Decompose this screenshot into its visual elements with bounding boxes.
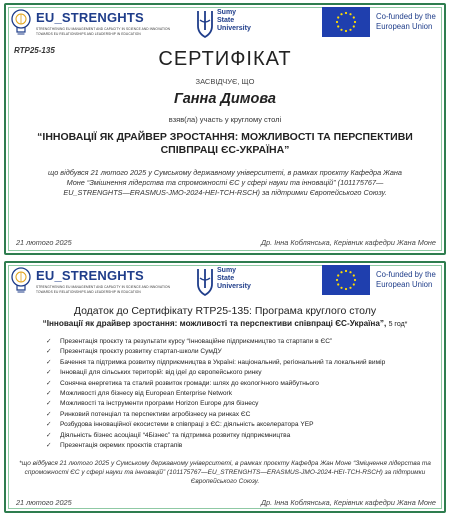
checkmark-icon: ✓ (46, 358, 52, 366)
checkmark-icon: ✓ (46, 421, 52, 429)
program-item: ✓ Інновації для сільських територій: від ідеї до європейського ринку (46, 368, 404, 378)
sumy-trident-emblem-icon (195, 266, 215, 298)
checkmark-icon: ✓ (46, 348, 52, 356)
university-name-line-2: State (217, 17, 235, 24)
university-name-line-1: Sumy (217, 9, 237, 16)
annex-description: *що відбувся 21 лютого 2025 у Сумському державному університеті, в рамках проєкту Кафедра Жан Моне “Зміцнення лідерства та спроможності ЄС у сфері науки та інновацій” (101175767—EU_STRENGHTS—ERASMUS-JMO-2024-HEI-TCH-RSCH) за підтримки Європейського Союзу. (19, 460, 431, 485)
checkmark-icon: ✓ (46, 431, 52, 439)
recipient-name: Ганна Димова (174, 91, 276, 107)
program-item: ✓ Сонячна енергетика та сталий розвиток громади: шлях до екологічного майбутнього (46, 379, 404, 389)
program-item: ✓ Можливості та інструменти програми Horizon Europe для бізнесу (46, 399, 404, 409)
eu-strenghts-logo (10, 266, 170, 300)
cofunded-line-1: Co-funded by the (376, 12, 436, 21)
program-item: ✓ Бачення та підтримка розвитку підприємництва в Україні: національний, регіональний та локальний вимір (46, 358, 404, 368)
lightbulb-logo-icon (10, 8, 32, 38)
cofunded-line-2: European Union (376, 22, 433, 31)
program-item: ✓ Презентація окремих проєктів стартапів (46, 441, 404, 451)
eu-strenghts-tagline-2: TOWARDS EU RELATIONSHIPS AND LEADERSHIP IN EDUCATION (36, 32, 141, 36)
checkmark-icon: ✓ (46, 379, 52, 387)
annex-date: 21 лютого 2025 (16, 498, 72, 507)
program-item: ✓ Ринковий потенціал та перспективи агробізнесу на ринках ЄС (46, 410, 404, 420)
sumy-university-logo (195, 266, 265, 300)
participation-text: взяв(ла) участь у круглому столі (168, 115, 282, 124)
program-list (46, 337, 404, 451)
checkmark-icon: ✓ (46, 410, 52, 418)
eu-flag-icon (322, 265, 370, 295)
program-item: ✓ Діяльність бізнес асоціації “4Бізнес” та підтримка розвитку підприємництва (46, 431, 404, 441)
eu-strenghts-tagline-2: TOWARDS EU RELATIONSHIPS AND LEADERSHIP IN EDUCATION (36, 290, 141, 294)
program-item: ✓ Презентація проєкту розвитку стартап-школи СумДУ (46, 347, 404, 357)
annex-page (0, 258, 450, 516)
certificate-date: 21 лютого 2025 (16, 238, 72, 247)
program-item: ✓ Можливості для бізнесу від European Enterprise Network (46, 389, 404, 399)
annex-hours: 5 год* (388, 321, 408, 328)
certifies-text: ЗАСВІДЧУЄ, ЩО (195, 77, 255, 86)
eu-strenghts-tagline-1: STRENGTHENING EU MANAGEMENT AND CAPACITY IN SCIENCE AND INNOVATION (36, 285, 170, 289)
university-name-line-1: Sumy (217, 267, 237, 274)
cofunded-line-2: European Union (376, 280, 433, 289)
annex-title: Додаток до Сертифікату RTP25-135: Програма круглого столу (73, 305, 377, 317)
annex-topic (12, 319, 438, 328)
event-description: що відбувся 21 лютого 2025 у Сумському державному університеті, в рамках проєкту Кафедра Жана Моне “Змішнення лідерства та спроможності ЄС у сфері науки та інновацій” (101175767—EU_STRENGHTS—ERASMUS-JMO-2024-HEI-TCH-RSCH) за підтримки Європейського Союзу. (48, 168, 402, 197)
program-item: ✓ Презентація проєкту та результати курсу “Інноваційне підприємництво та стартапи в ЄС” (46, 337, 404, 347)
sumy-university-logo (195, 8, 265, 42)
eu-cofunded-logo (322, 265, 442, 295)
lightbulb-logo-icon (10, 266, 32, 296)
roundtable-topic: “ІННОВАЦІЇ ЯК ДРАЙВЕР ЗРОСТАННЯ: МОЖЛИВОСТІ ТА ПЕРСПЕКТИВИ СПІВПРАЦІ ЄС-УКРАЇНА” (37, 131, 413, 156)
checkmark-icon: ✓ (46, 369, 52, 377)
eu-strenghts-logo (10, 8, 170, 42)
eu-strenghts-name: EU_STRENGHTS (36, 10, 144, 25)
eu-strenghts-name: EU_STRENGHTS (36, 268, 144, 283)
university-name-line-2: State (217, 275, 235, 282)
sumy-trident-emblem-icon (195, 8, 215, 40)
eu-flag-icon (322, 7, 370, 37)
certificate-title: СЕРТИФІКАТ (158, 48, 292, 70)
eu-cofunded-logo (322, 7, 442, 37)
cofunded-line-1: Co-funded by the (376, 270, 436, 279)
checkmark-icon: ✓ (46, 338, 52, 345)
eu-strenghts-tagline-1: STRENGTHENING EU MANAGEMENT AND CAPACITY IN SCIENCE AND INNOVATION (36, 27, 170, 31)
checkmark-icon: ✓ (46, 390, 52, 398)
checkmark-icon: ✓ (46, 400, 52, 408)
program-item: ✓ Розбудова інноваційної екосистеми в співпраці з ЄС: діяльність акселератора YEP (46, 420, 404, 430)
certificate-signature: Др. Інна Коблянська, Керівник кафедри Жана Моне (260, 238, 436, 247)
checkmark-icon: ✓ (46, 442, 52, 450)
university-name-line-3: University (217, 25, 251, 32)
certificate-code: RTP25-135 (14, 46, 55, 55)
university-name-line-3: University (217, 283, 251, 290)
annex-topic-text: “Інновації як драйвер зростання: можливості та перспективи співпраці ЄС-Україна”, (42, 319, 387, 328)
annex-signature: Др. Інна Коблянська, Керівник кафедри Жана Моне (260, 498, 436, 507)
